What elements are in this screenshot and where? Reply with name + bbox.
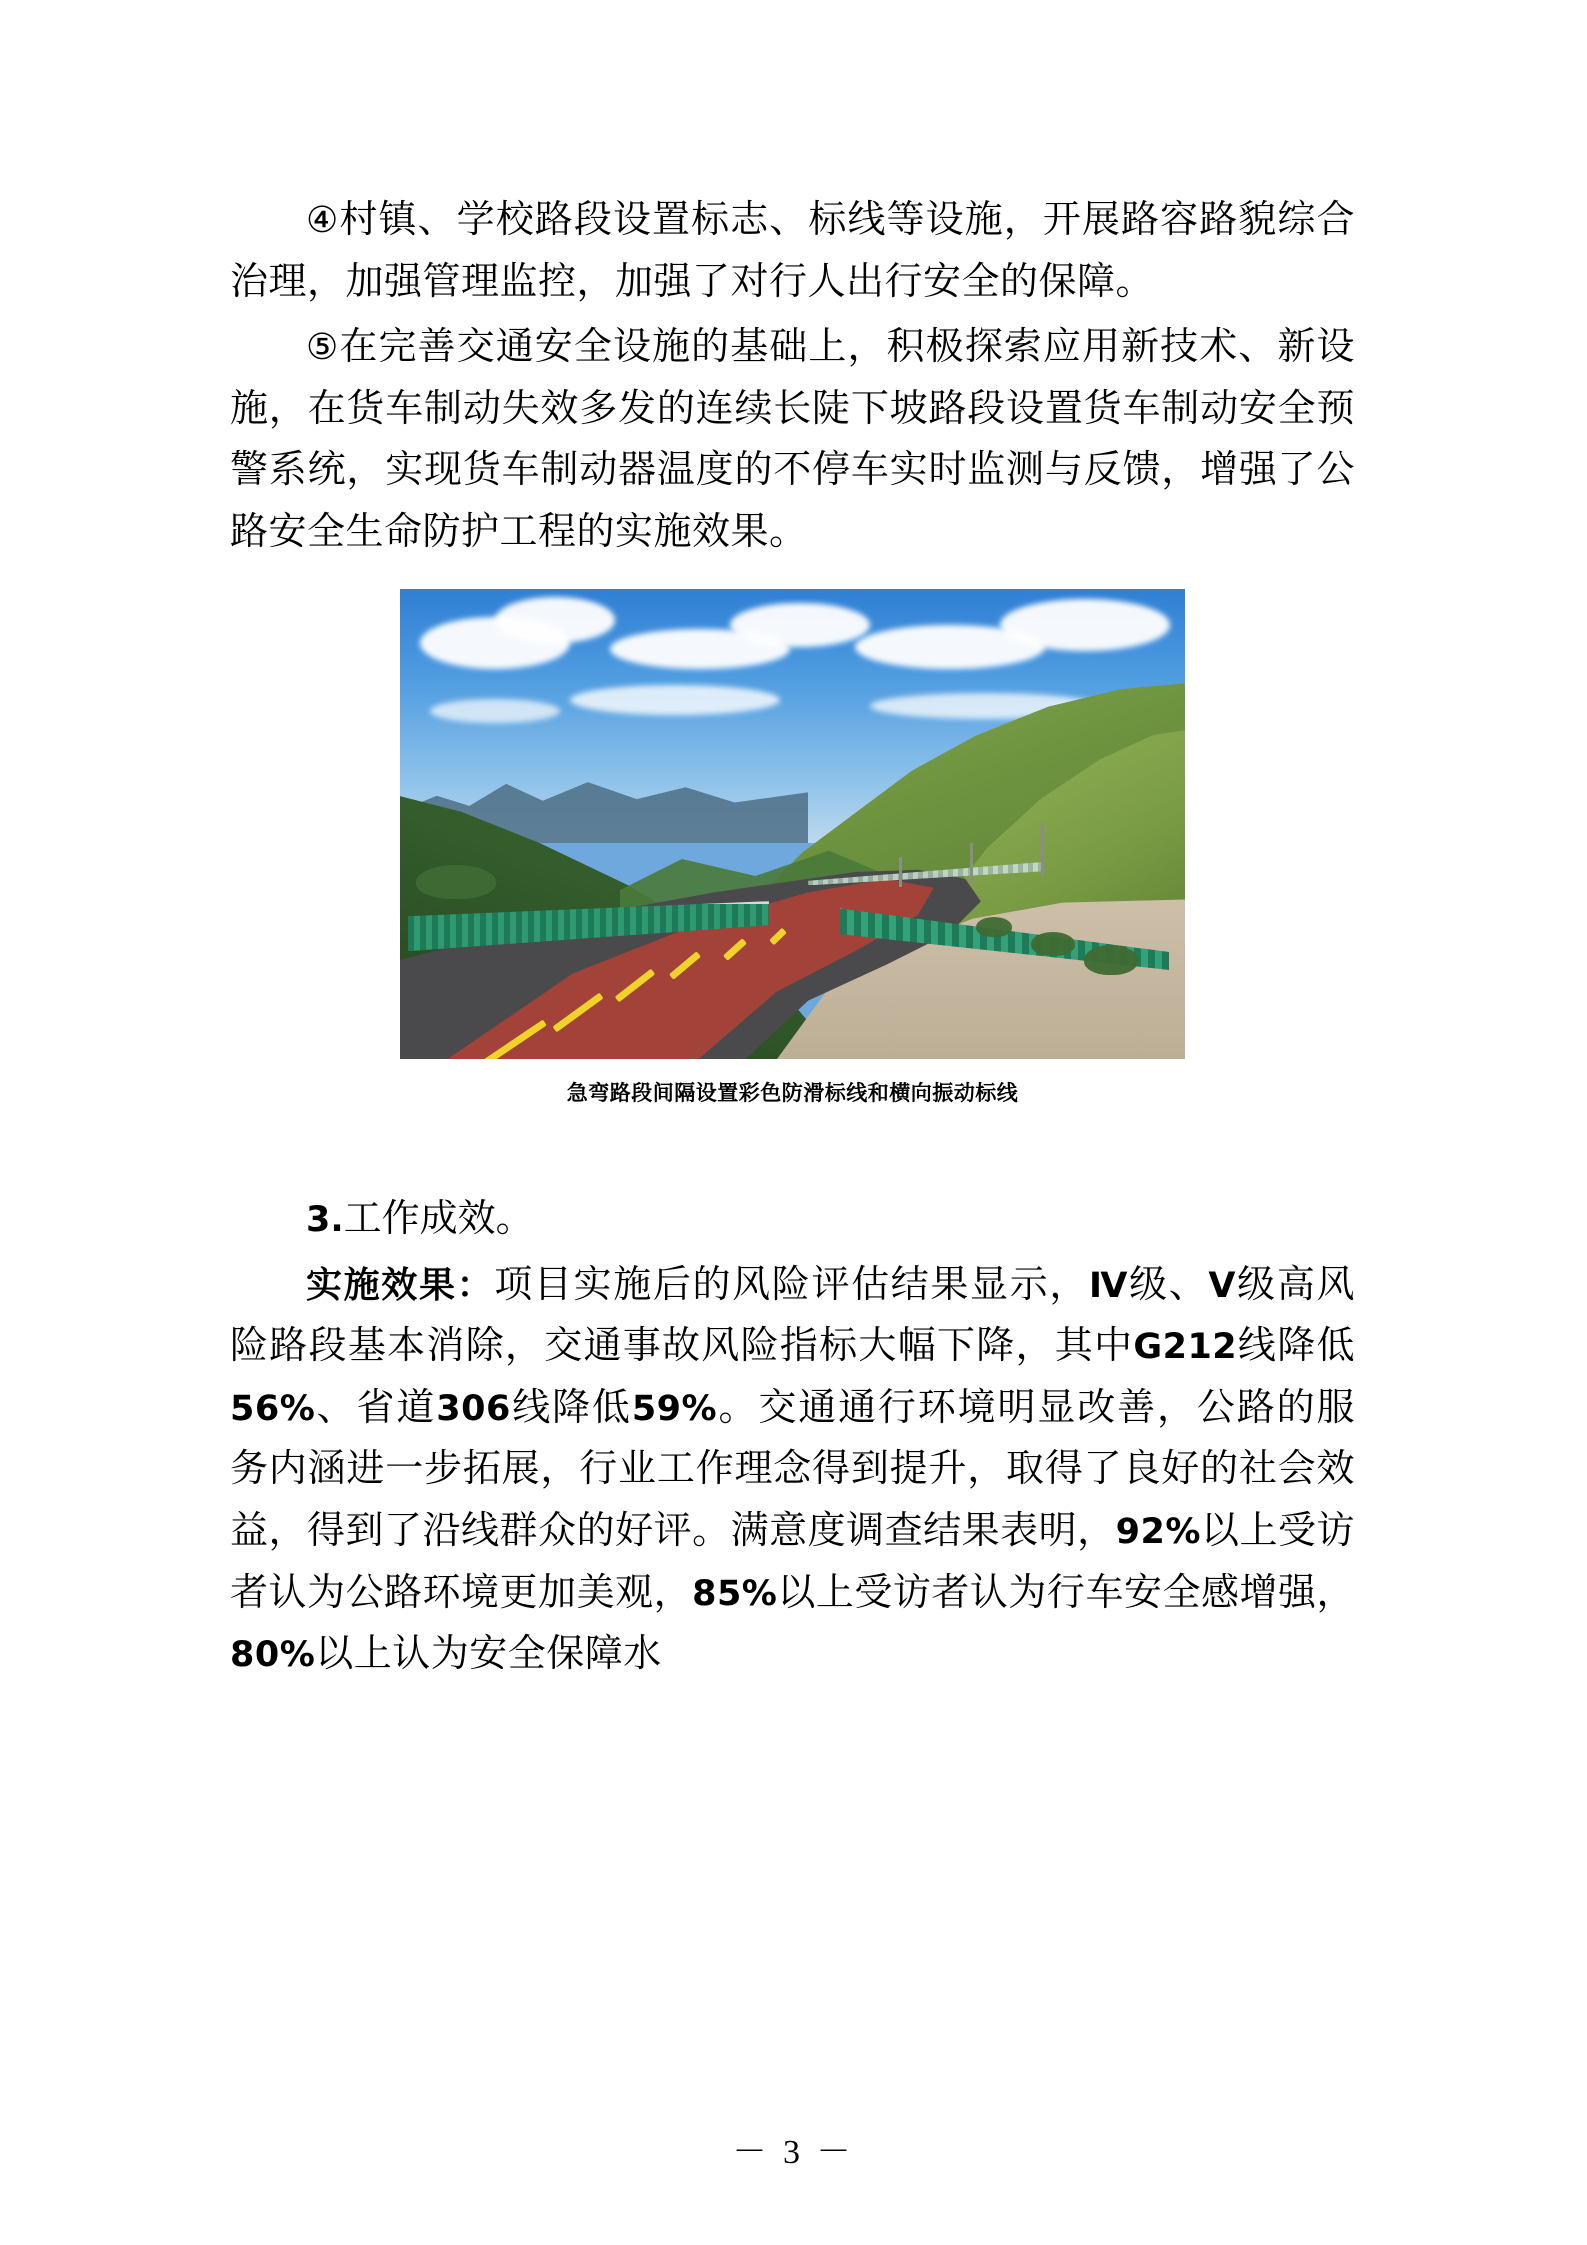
list-marker-4: ④ bbox=[306, 200, 340, 241]
section-heading bbox=[230, 1189, 1355, 1251]
effect-body-8: 以上受访者认为公路环境更加美观， bbox=[230, 1510, 1355, 1614]
section-title: 工作成效。 bbox=[343, 1198, 534, 1241]
page-content bbox=[230, 190, 1355, 1690]
stat-92: 92% bbox=[1115, 1512, 1201, 1553]
roadside-bush bbox=[1084, 945, 1138, 975]
rate-306: 59% bbox=[631, 1388, 718, 1429]
paragraph-effect bbox=[230, 1255, 1355, 1686]
effect-body-3: 级高风险路段基本消除，交通事故风险指标大幅下降，其中 bbox=[230, 1263, 1355, 1368]
figure-caption: 急弯路段间隔设置彩色防滑标线和横向振动标线 bbox=[566, 1081, 1019, 1106]
highway-photo bbox=[400, 589, 1185, 1059]
cloud bbox=[730, 603, 870, 647]
route-306: 306 bbox=[436, 1388, 511, 1429]
effect-body-2: 级、 bbox=[1129, 1263, 1209, 1306]
cloud bbox=[495, 597, 615, 643]
utility-pole bbox=[970, 843, 973, 883]
center-line-dash bbox=[723, 938, 747, 961]
paragraph-item-4 bbox=[230, 190, 1355, 313]
effect-label: 实施效果： bbox=[306, 1264, 495, 1306]
rate-g212: 56% bbox=[230, 1388, 316, 1429]
stat-80: 80% bbox=[230, 1635, 316, 1676]
page-number: － 3 － bbox=[732, 2134, 855, 2171]
effect-body-5: 、省道 bbox=[315, 1386, 437, 1429]
paragraph-item-5-text: 在完善交通安全设施的基础上，积极探索应用新技术、新设施，在货车制动失效多发的连续长陡下坡路段设置货车制动安全预警系统，实现货车制动器温度的不停车实时监测与反馈，增强了公路安全生命防护工程的实施效果。 bbox=[230, 326, 1355, 553]
list-marker-5: ⑤ bbox=[306, 327, 340, 369]
utility-pole bbox=[1041, 824, 1044, 876]
paragraph-item-5 bbox=[230, 317, 1355, 563]
risk-level-4: Ⅳ bbox=[1089, 1265, 1130, 1306]
center-line-dash bbox=[483, 1019, 547, 1059]
effect-body-1: 项目实施后的风险评估结果显示， bbox=[494, 1263, 1089, 1306]
figure-block bbox=[230, 589, 1355, 1107]
center-line-dash bbox=[669, 951, 701, 980]
center-line-dash bbox=[615, 969, 656, 1003]
risk-level-5: Ⅴ bbox=[1208, 1265, 1238, 1306]
section-number: 3. bbox=[306, 1200, 344, 1241]
center-line-dash bbox=[553, 993, 604, 1033]
utility-pole bbox=[899, 857, 902, 887]
center-line-dash bbox=[769, 927, 787, 945]
route-g212: G212 bbox=[1133, 1327, 1238, 1368]
effect-body-4: 线降低 bbox=[1237, 1325, 1355, 1368]
roadside-bush bbox=[416, 865, 496, 899]
cloud bbox=[1000, 599, 1170, 651]
stat-85: 85% bbox=[692, 1573, 778, 1614]
effect-body-7: 。交通通行环境明显改善，公路的服务内涵进一步拓展，行业工作理念得到提升，取得了良好的社会效益，得到了沿线群众的好评。满意度调查结果表明， bbox=[230, 1386, 1355, 1553]
roadside-bush bbox=[1031, 932, 1075, 956]
effect-body-10: 以上认为安全保障水 bbox=[315, 1633, 662, 1676]
effect-body-9: 以上受访者认为行车安全感增强， bbox=[777, 1571, 1355, 1614]
paragraph-item-4-text: 村镇、学校路段设置标志、标线等设施，开展路容路貌综合治理，加强管理监控，加强了对行人出行安全的保障。 bbox=[230, 199, 1355, 303]
roadside-bush bbox=[976, 917, 1012, 937]
effect-body-6: 线降低 bbox=[510, 1386, 632, 1429]
